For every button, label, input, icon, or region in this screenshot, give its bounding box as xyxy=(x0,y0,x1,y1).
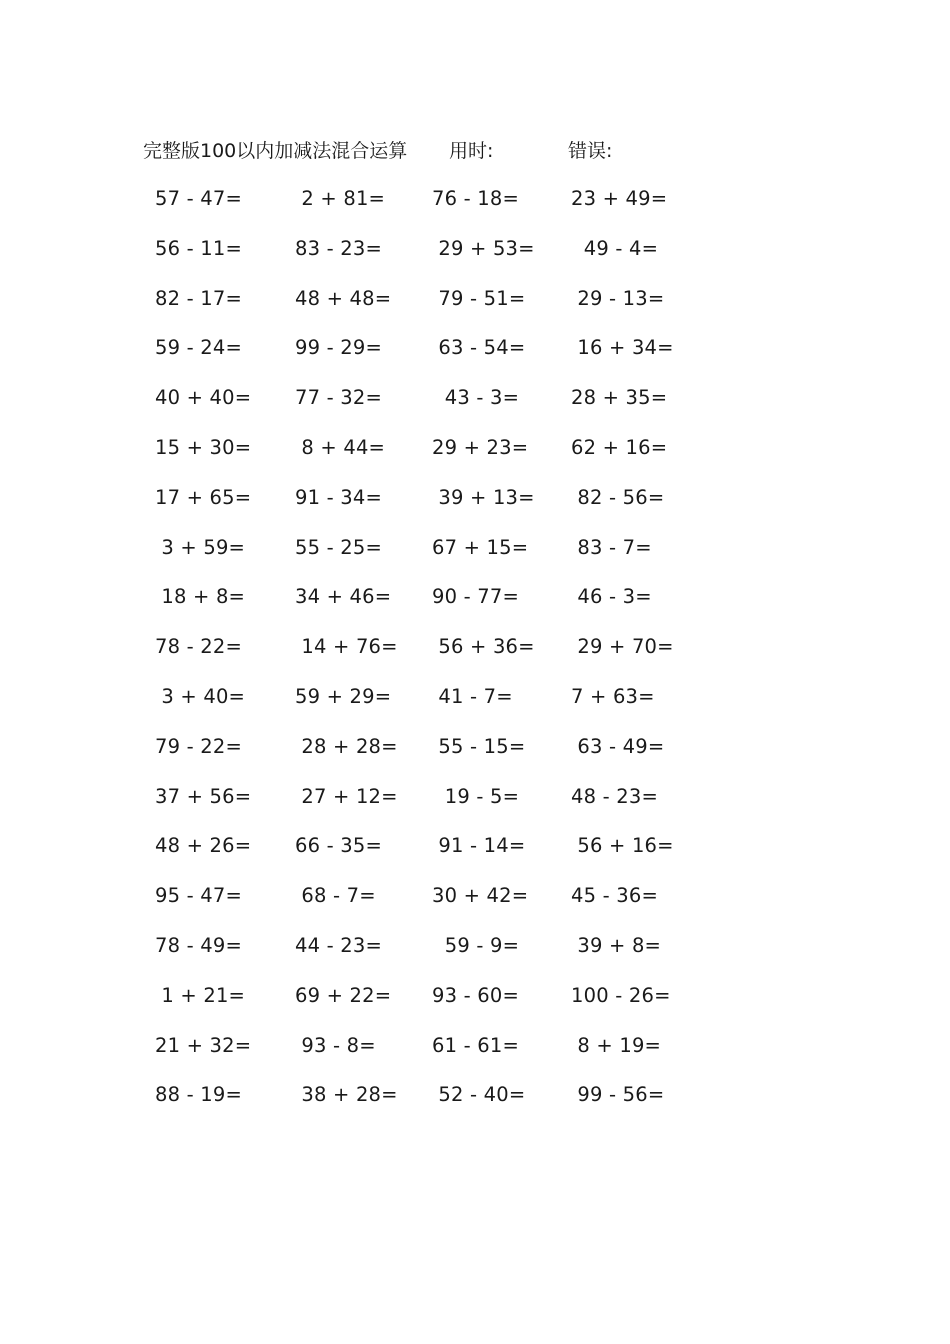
problem-row xyxy=(0,632,950,682)
problem-row xyxy=(0,533,950,583)
problem-item: 48 + 26= xyxy=(155,834,252,858)
problem-item: 29 - 13= xyxy=(571,286,665,310)
problem-item: 99 - 29= xyxy=(295,336,382,360)
problem-row xyxy=(0,682,950,732)
problem-item: 63 - 54= xyxy=(432,336,526,360)
problem-item: 90 - 77= xyxy=(432,585,519,609)
problem-item: 14 + 76= xyxy=(295,635,398,659)
problem-item: 83 - 23= xyxy=(295,236,382,260)
problem-item: 43 - 3= xyxy=(432,386,520,410)
problem-item: 76 - 18= xyxy=(432,187,519,210)
problem-item: 55 - 25= xyxy=(295,535,382,559)
problem-item: 23 + 49= xyxy=(571,187,668,210)
problem-item: 28 + 28= xyxy=(295,734,398,758)
worksheet-title: 完整版100以内加减法混合运算 xyxy=(143,140,408,162)
problem-item: 29 + 23= xyxy=(432,435,529,459)
time-used-label: 用时: xyxy=(449,140,494,162)
problem-item: 7 + 63= xyxy=(571,684,655,708)
problem-item: 29 + 70= xyxy=(571,635,674,659)
problem-grid xyxy=(0,184,950,1130)
problem-row xyxy=(0,732,950,782)
problem-item: 82 - 17= xyxy=(155,286,242,310)
problem-row xyxy=(0,981,950,1031)
problem-item: 78 - 22= xyxy=(155,635,242,659)
problem-item: 95 - 47= xyxy=(155,884,242,908)
problem-item: 8 + 44= xyxy=(295,435,386,459)
problem-row xyxy=(0,284,950,334)
problem-item: 21 + 32= xyxy=(155,1033,252,1057)
problem-item: 83 - 7= xyxy=(571,535,652,559)
problem-row xyxy=(0,881,950,931)
problem-item: 68 - 7= xyxy=(295,884,376,908)
problem-row xyxy=(0,483,950,533)
problem-item: 91 - 34= xyxy=(295,485,382,509)
problem-item: 91 - 14= xyxy=(432,834,526,858)
problem-item: 56 - 11= xyxy=(155,236,242,260)
problem-item: 52 - 40= xyxy=(432,1083,526,1107)
problem-row xyxy=(0,1080,950,1130)
problem-item: 57 - 47= xyxy=(155,187,242,210)
problem-item: 56 + 16= xyxy=(571,834,674,858)
problem-item: 78 - 49= xyxy=(155,933,242,957)
problem-row xyxy=(0,433,950,483)
problem-item: 62 + 16= xyxy=(571,435,668,459)
problem-item: 39 + 13= xyxy=(432,485,535,509)
problem-item: 16 + 34= xyxy=(571,336,674,360)
problem-item: 48 + 48= xyxy=(295,286,392,310)
problem-item: 59 - 9= xyxy=(432,933,520,957)
problem-item: 2 + 81= xyxy=(295,187,386,210)
problem-item: 8 + 19= xyxy=(571,1033,662,1057)
problem-item: 93 - 8= xyxy=(295,1033,376,1057)
problem-item: 56 + 36= xyxy=(432,635,535,659)
problem-item: 44 - 23= xyxy=(295,933,382,957)
problem-item: 1 + 21= xyxy=(155,983,246,1007)
problem-item: 49 - 4= xyxy=(571,236,659,260)
problem-item: 3 + 40= xyxy=(155,684,246,708)
problem-item: 46 - 3= xyxy=(571,585,652,609)
problem-item: 40 + 40= xyxy=(155,386,252,410)
problem-item: 99 - 56= xyxy=(571,1083,665,1107)
problem-row xyxy=(0,234,950,284)
problem-item: 38 + 28= xyxy=(295,1083,398,1107)
problem-item: 34 + 46= xyxy=(295,585,392,609)
problem-item: 18 + 8= xyxy=(155,585,246,609)
problem-item: 67 + 15= xyxy=(432,535,529,559)
problem-item: 41 - 7= xyxy=(432,684,513,708)
problem-row xyxy=(0,931,950,981)
problem-item: 79 - 51= xyxy=(432,286,526,310)
problem-item: 61 - 61= xyxy=(432,1033,519,1057)
problem-item: 79 - 22= xyxy=(155,734,242,758)
problem-item: 88 - 19= xyxy=(155,1083,242,1107)
problem-item: 15 + 30= xyxy=(155,435,252,459)
problem-row xyxy=(0,1031,950,1081)
problem-item: 93 - 60= xyxy=(432,983,519,1007)
problem-item: 45 - 36= xyxy=(571,884,658,908)
problem-row xyxy=(0,831,950,881)
problem-item: 55 - 15= xyxy=(432,734,526,758)
problem-item: 39 + 8= xyxy=(571,933,662,957)
problem-row xyxy=(0,383,950,433)
problem-item: 66 - 35= xyxy=(295,834,382,858)
problem-row xyxy=(0,333,950,383)
problem-item: 69 + 22= xyxy=(295,983,392,1007)
problem-item: 63 - 49= xyxy=(571,734,665,758)
problem-row xyxy=(0,184,950,234)
problem-item: 77 - 32= xyxy=(295,386,382,410)
problem-item: 59 - 24= xyxy=(155,336,242,360)
problem-item: 17 + 65= xyxy=(155,485,252,509)
error-count-label: 错误: xyxy=(568,140,613,162)
problem-item: 82 - 56= xyxy=(571,485,665,509)
problem-item: 3 + 59= xyxy=(155,535,246,559)
problem-row xyxy=(0,782,950,832)
problem-item: 27 + 12= xyxy=(295,784,398,808)
problem-item: 30 + 42= xyxy=(432,884,529,908)
problem-item: 19 - 5= xyxy=(432,784,520,808)
problem-item: 29 + 53= xyxy=(432,236,535,260)
problem-item: 100 - 26= xyxy=(571,983,671,1007)
problem-item: 48 - 23= xyxy=(571,784,658,808)
problem-item: 28 + 35= xyxy=(571,386,668,410)
problem-row xyxy=(0,582,950,632)
problem-item: 59 + 29= xyxy=(295,684,392,708)
problem-item: 37 + 56= xyxy=(155,784,252,808)
